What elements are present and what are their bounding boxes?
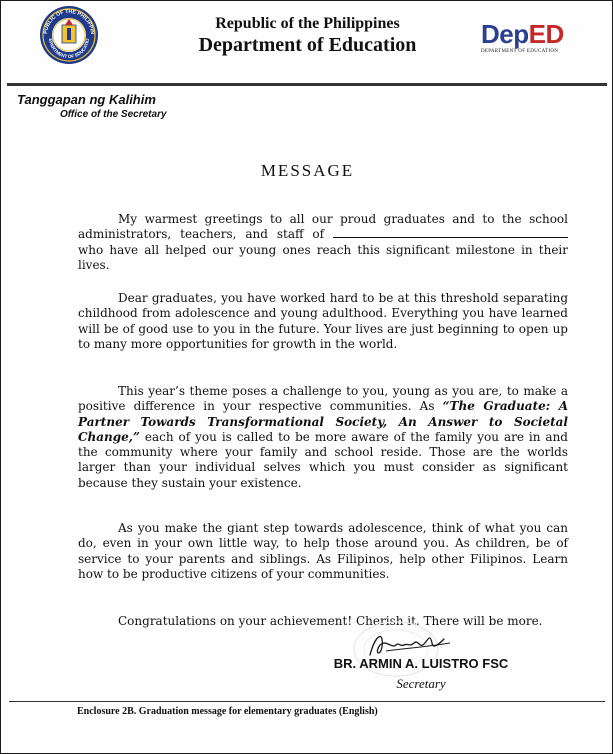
footer-divider — [9, 701, 605, 702]
dear-graduates-text: Dear graduates, you have worked hard to be at this threshold separating childhood from adolescence and young adulthood. Everything you have learned will be of good use to you in the future. Your lives are just beginning to open up to many more opportunities for growth in the world. — [78, 291, 568, 351]
deped-logo-dep: Dep — [481, 19, 529, 49]
school-name-blank — [333, 227, 568, 238]
theme-title: “The Graduate: A Partner Towards Transformational Society, An Answer to Societal Change,” — [78, 399, 569, 444]
republic-heading: Republic of the Philippines — [215, 15, 400, 32]
paragraph-congratulations — [78, 614, 568, 629]
department-heading: Department of Education — [198, 34, 417, 56]
svg-text:DEPARTMENT OF EDUCATION: EPARTMENT OF EDUCATIO — [47, 38, 91, 60]
congratulations-text: Congratulations on your achievement! Cherish it. There will be more. — [118, 614, 543, 628]
paragraph-dear-graduates — [78, 291, 568, 352]
office-name-english: Office of the Secretary — [60, 109, 167, 120]
signatory-title: Secretary — [396, 676, 446, 691]
paragraph-greeting — [78, 212, 568, 273]
deped-logo-subtext: DEPARTMENT OF EDUCATION — [481, 49, 559, 54]
message-title: MESSAGE — [260, 161, 355, 180]
paragraph-theme — [78, 384, 568, 491]
svg-text:REPUBLIC OF THE PHILIPPINES: PUBLIC OF THE PHILIPPIN — [42, 8, 96, 35]
enclosure-note: Enclosure 2B. Graduation message for elementary graduates (English) — [77, 706, 378, 717]
header-divider — [7, 83, 607, 86]
greeting-text-b: who have all helped our young ones reach this significant milestone in their lives. — [78, 242, 568, 272]
greeting-text-a: My warmest greetings to all our proud graduates and to the school administrators, teachers, and staff of — [78, 212, 568, 242]
theme-text-b: each of you is called to be more aware of the family you are in and the community where your family and school reside. Those are the worlds larger than your individual selves which you must consider as significant because they sustain your existence. — [78, 429, 568, 490]
deped-logo-ed: ED — [528, 19, 564, 49]
office-name-tagalog: Tanggapan ng Kalihim — [17, 92, 156, 107]
deped-logo — [481, 21, 591, 65]
paragraph-adolescence — [78, 521, 568, 582]
adolescence-text: As you make the giant step towards adolescence, think of what you can do, even in your own little way, to help those around you. As children, be of service to your parents and siblings. As Filipinos, help other Filipinos. Learn how to be productive citizens of your communities. — [78, 521, 568, 581]
theme-text-a: This year’s theme poses a challenge to you, young as you are, to make a positive difference in your respective communities. As — [78, 384, 568, 414]
signatory-name: BR. ARMIN A. LUISTRO FSC — [333, 656, 509, 671]
